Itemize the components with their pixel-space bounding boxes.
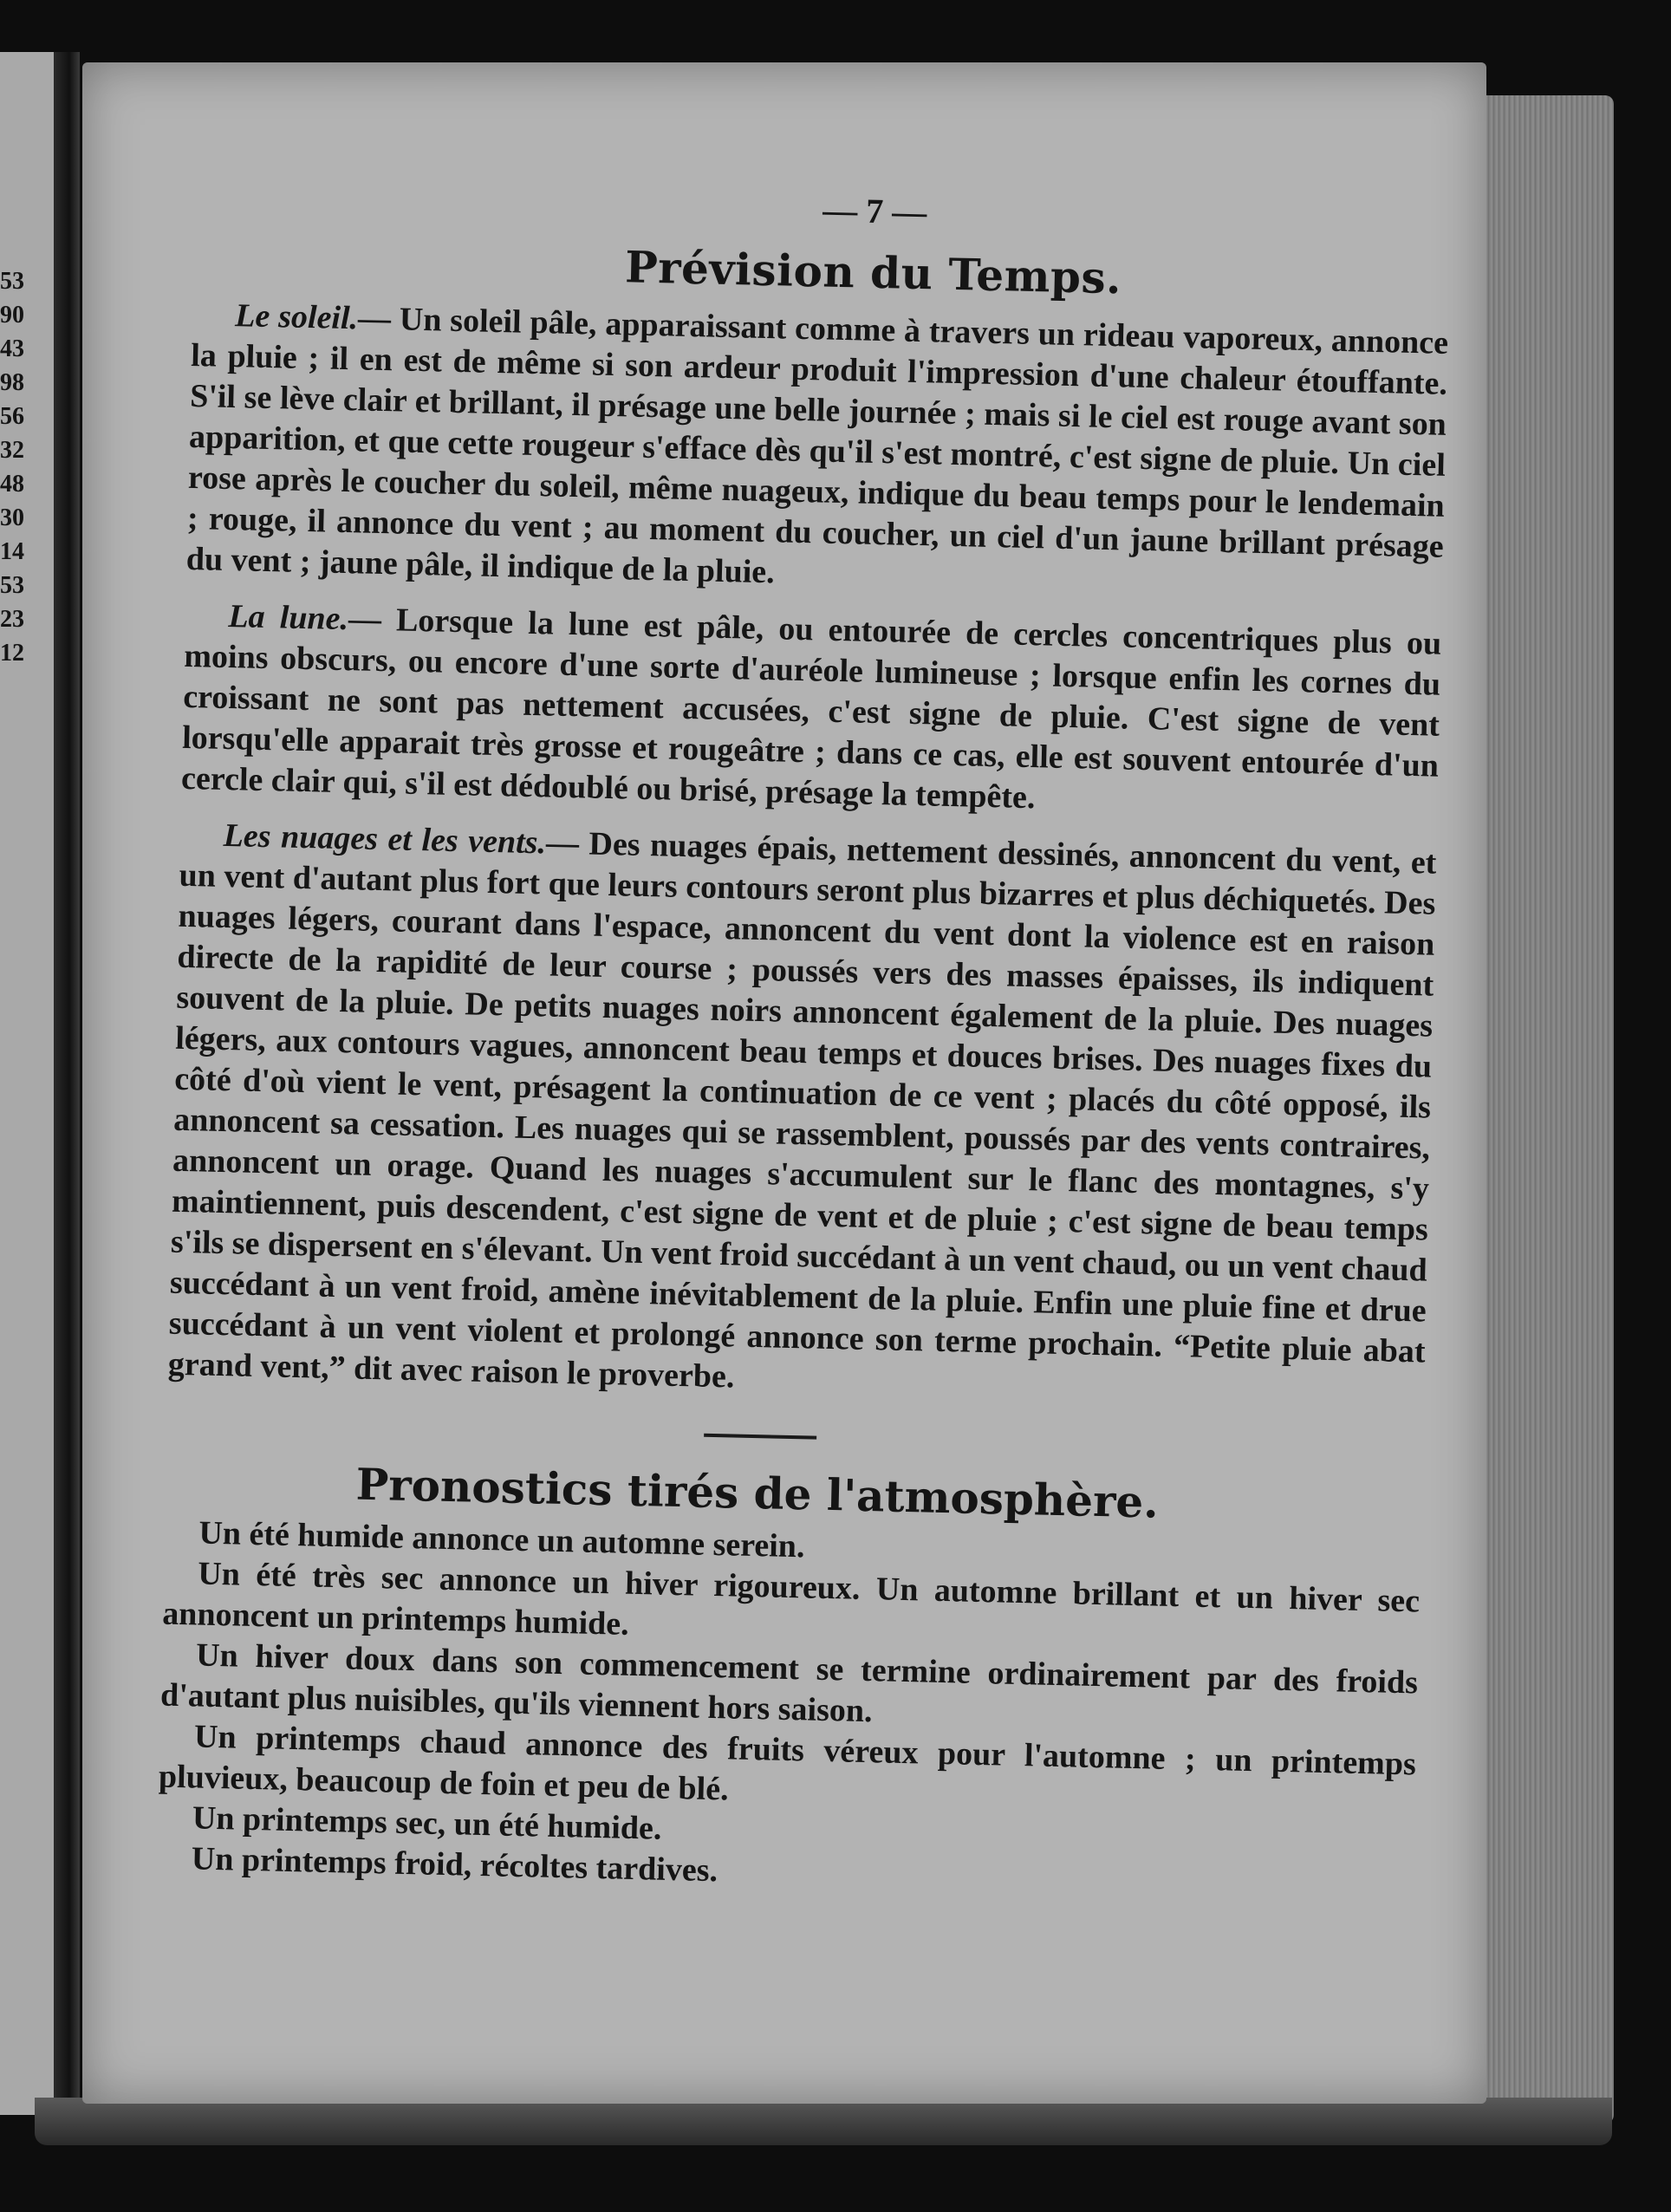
paragraph-lune [181,595,1442,828]
paragraph-soleil [185,295,1448,608]
paragraph-lead: Les nuages et les vents. [223,816,547,862]
pronostic-line: Un printemps sec, un été humide. [192,1799,662,1847]
margin-number: 98 [0,369,24,396]
paragraph-nuages [167,815,1437,1414]
pronostic-line: Un été très sec annonce un hiver rigoureux. Un automne brillant et un hiver sec annoncent un printemps humide. [161,1555,1421,1643]
page-content [156,175,1451,1907]
book-gutter [54,52,80,2115]
margin-number: 53 [0,268,24,295]
paragraph-lead: Le soleil. [234,297,359,337]
section-title-pronostics: Pronostics tirés de l'atmosphère. [355,1458,1160,1528]
pronostic-line: Un été humide annonce un automne serein. [198,1514,805,1565]
section-divider [704,1434,816,1440]
margin-number: 53 [0,572,24,599]
book-cover-edge [35,2098,1612,2145]
margin-number: 12 [0,640,24,667]
paragraph-text: — Lorsque la lune est pâle, ou entourée de cercles concentriques plus ou moins obscurs, ou encore d'une sorte d'auréole lumineuse ; lorsque enfin les cornes du croissant ne sont pas nettement accusées, c'est signe de pluie. C'est signe de vent lorsqu'elle apparait très grosse et rougeâtre ; dans ce cas, elle est souvent entourée d'un cercle clair qui, s'il est dédoublé ou brisé, présage la tempête. [180,601,1442,816]
margin-number: 56 [0,403,24,430]
margin-number: 90 [0,302,24,329]
adjacent-page-numbers [0,264,24,670]
section-title-prevision: Prévision du Temps. [624,241,1122,304]
margin-number: 32 [0,437,24,464]
pronostic-line: Un printemps froid, récoltes tardives. [191,1840,718,1890]
margin-number: 48 [0,471,24,498]
paragraph-text: — Un soleil pâle, apparaissant comme à travers un rideau vaporeux, annonce la pluie ; il en est de même si son ardeur produit l'impression d'une chaleur étouffante. S'il se lève clair et brillant, il présage une belle journée ; mais si le ciel est rouge avant son apparition, et que cette rougeur s'efface dès qu'il s'est montré, c'est signe de pluie. Un ciel rose après le coucher du soleil, même nuageux, indique du beau temps pour le lendemain ; rouge, il annonce du vent ; au moment du coucher, un ciel d'un jaune brillant présage du vent ; jaune pâle, il indique de la pluie. [185,300,1449,591]
page-edges [1484,95,1614,2124]
pronostic-line: Un printemps chaud annonce des fruits véreux pour l'automne ; un printemps pluvieux, beaucoup de foin et peu de blé. [158,1718,1417,1808]
paragraph-lead: La lune. [227,598,349,638]
margin-number: 30 [0,504,24,531]
margin-number: 23 [0,606,24,633]
pronostic-line: Un hiver doux dans son commencement se termine ordinairement par des froids d'autant plus nuisibles, qu'ils viennent hors saison. [159,1636,1419,1730]
margin-number: 43 [0,335,24,362]
margin-number: 14 [0,538,24,565]
paragraph-text: — Des nuages épais, nettement dessinés, annoncent du vent, et un vent d'autant plus fort que leurs contours seront plus bizarres et plus déchiquetés. Des nuages légers, courant dans l'espace, annoncent du vent dont la violence est en raison directe de la rapidité de leur course ; poussés vers des masses épaisses, ils indiquent souvent de la pluie. De petits nuages noirs annoncent également de la pluie. Des nuages légers, aux contours vagues, annoncent beau temps et douces brises. Des nuages fixes du côté d'où vient le vent, présagent la continuation de ce vent ; placés du côté opposé, ils annoncent sa cessation. Les nuages qui se rassemblent, poussés par des vents contraires, annoncent un orage. Quand les nuages s'accumulent sur le flanc des montagnes, s'y maintiennent, puis descendent, c'est signe de vent et de pluie ; c'est signe de beau temps s'ils se dispersent en s'élevant. Un vent froid succédant à un vent chaud, ou un vent chaud succédant à un vent froid, amène inévitablement de la pluie. Enfin une pluie fine et drue succédant à un vent violent et prolongé annonce son terme prochain. “Petite pluie abat grand vent,” dit avec raison le proverbe. [167,824,1437,1396]
book-page [82,62,1486,2104]
page-number: — 7 — [822,190,927,232]
